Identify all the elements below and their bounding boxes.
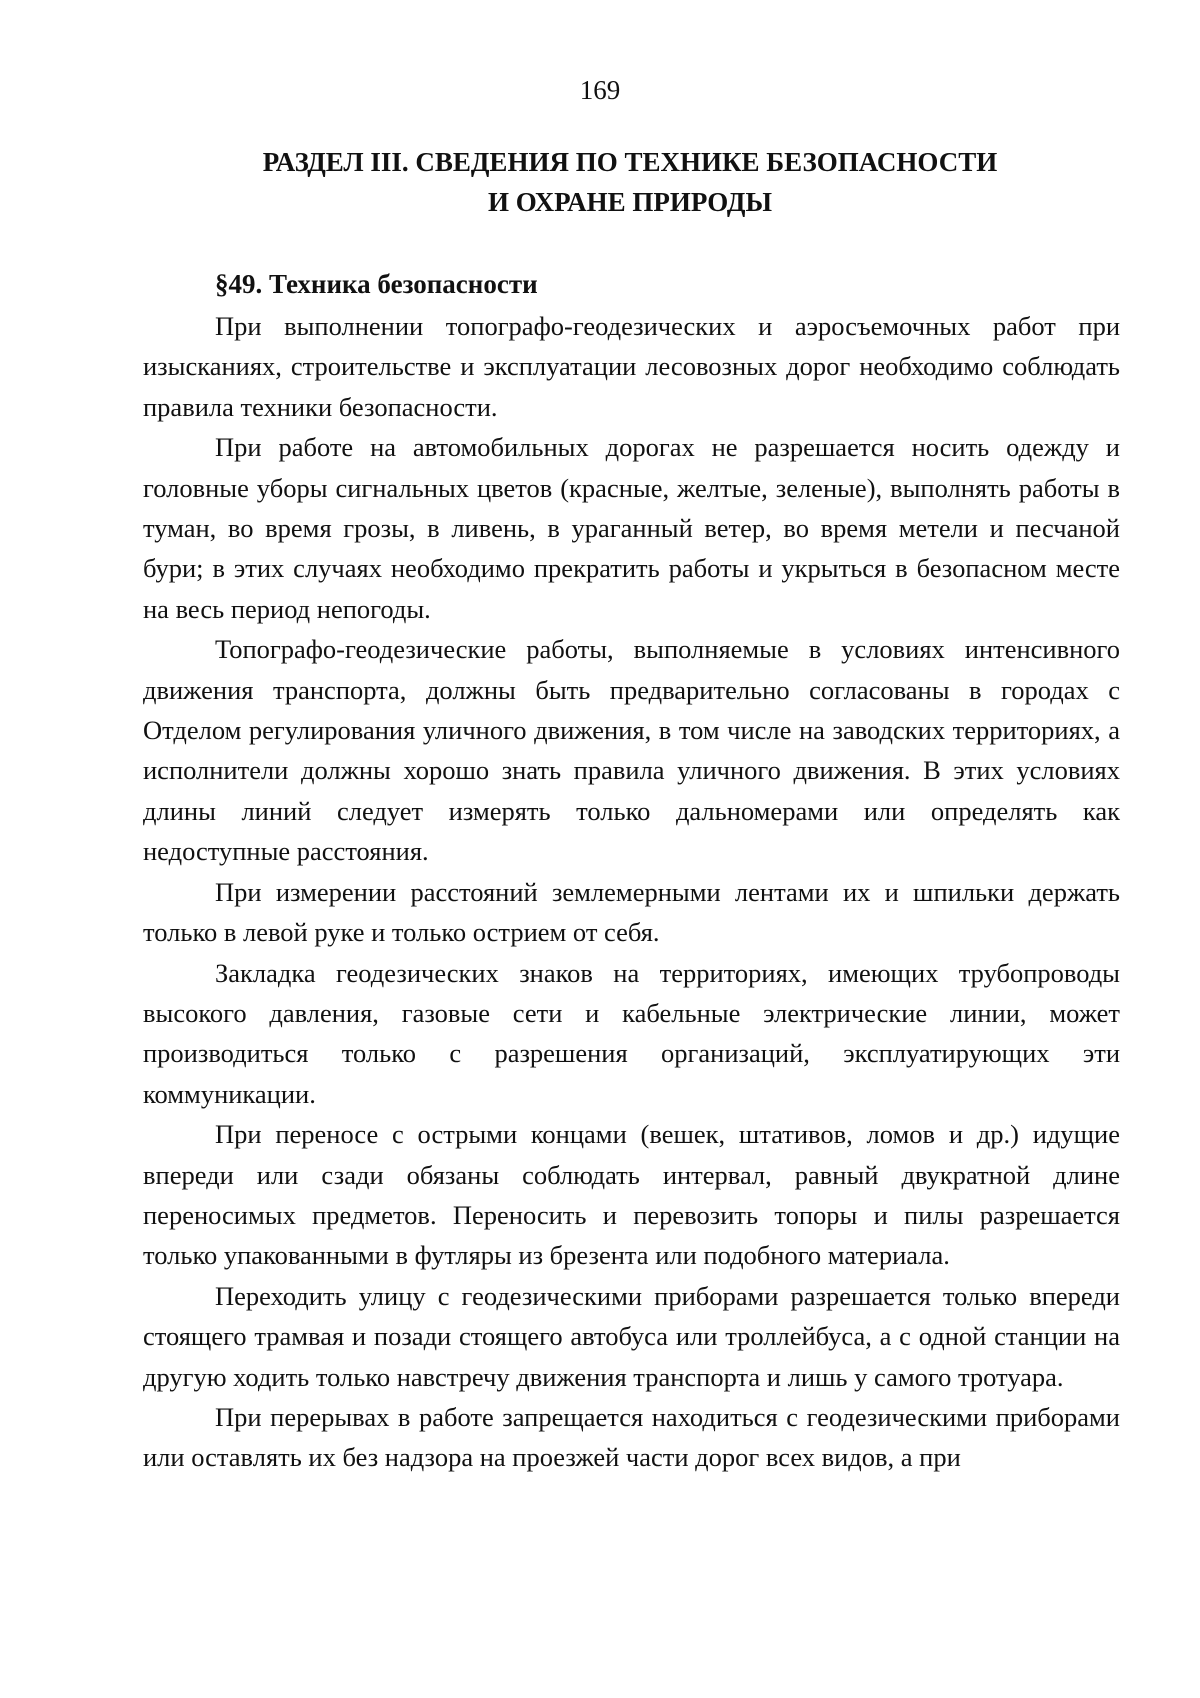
section-title-line-2: И ОХРАНЕ ПРИРОДЫ xyxy=(487,187,772,217)
body-paragraph-4: При измерении расстояний землемерными лентами их и шпильки держать только в левой руке и только острием от себя. xyxy=(143,876,1120,948)
body-paragraph-1: При выполнении топографо-геодезических и аэросъемочных работ при изысканиях, строительстве и эксплуатации лесовозных дорог необходимо соблюдать правила техники безопасности. xyxy=(143,311,1120,422)
body-paragraph-5: Закладка геодезических знаков на территориях, имеющих трубопроводы высокого давления, газовые сети и кабельные электрические линии, может производиться только с разрешения организаций, эксплуатирующих эти коммуникации. xyxy=(143,957,1120,1109)
section-title-line-1: РАЗДЕЛ III. СВЕДЕНИЯ ПО ТЕХНИКЕ БЕЗОПАСНОСТИ xyxy=(262,147,998,177)
paragraph-heading: §49. Техника безопасности xyxy=(215,269,538,299)
body-text xyxy=(143,306,1120,1478)
section-title xyxy=(140,142,1120,222)
body-paragraph-8: При перерывах в работе запрещается находиться с геодезическими приборами или оставлять их без надзора на проезжей части дорог всех видов, а при xyxy=(143,1401,1120,1473)
body-paragraph-6: При переносе с острыми концами (вешек, штативов, ломов и др.) идущие впереди или сзади обязаны соблюдать интервал, равный двукратной длине переносимых предметов. Переносить и перевозить топоры и пилы разрешается только упакованными в футляры из брезента или подобного материала. xyxy=(143,1119,1120,1271)
body-paragraph-2: При работе на автомобильных дорогах не разрешается носить одежду и головные уборы сигнальных цветов (красные, желтые, зеленые), выполнять работы в туман, во время грозы, в ливень, в ураганный ветер, во время метели и песчаной бури; в этих случаях необходимо прекратить работы и укрыться в безопасном месте на весь период непогоды. xyxy=(143,432,1120,624)
body-paragraph-7: Переходить улицу с геодезическими приборами разрешается только впереди стоящего трамвая и позади стоящего автобуса или троллейбуса, а с одной станции на другую ходить только навстречу движения транспорта и лишь у самого тротуара. xyxy=(143,1280,1120,1392)
body-paragraph-3: Топографо-геодезические работы, выполняемые в условиях интенсивного движения транспорта, должны быть предварительно согласованы в городах с Отделом регулирования уличного движения, в том числе на заводских территориях, а исполнители должны хорошо знать правила уличного движения. В этих условиях длины линий следует измерять только дальномерами или определять как недоступные расстояния. xyxy=(143,634,1120,867)
page-number: 169 xyxy=(579,75,621,105)
